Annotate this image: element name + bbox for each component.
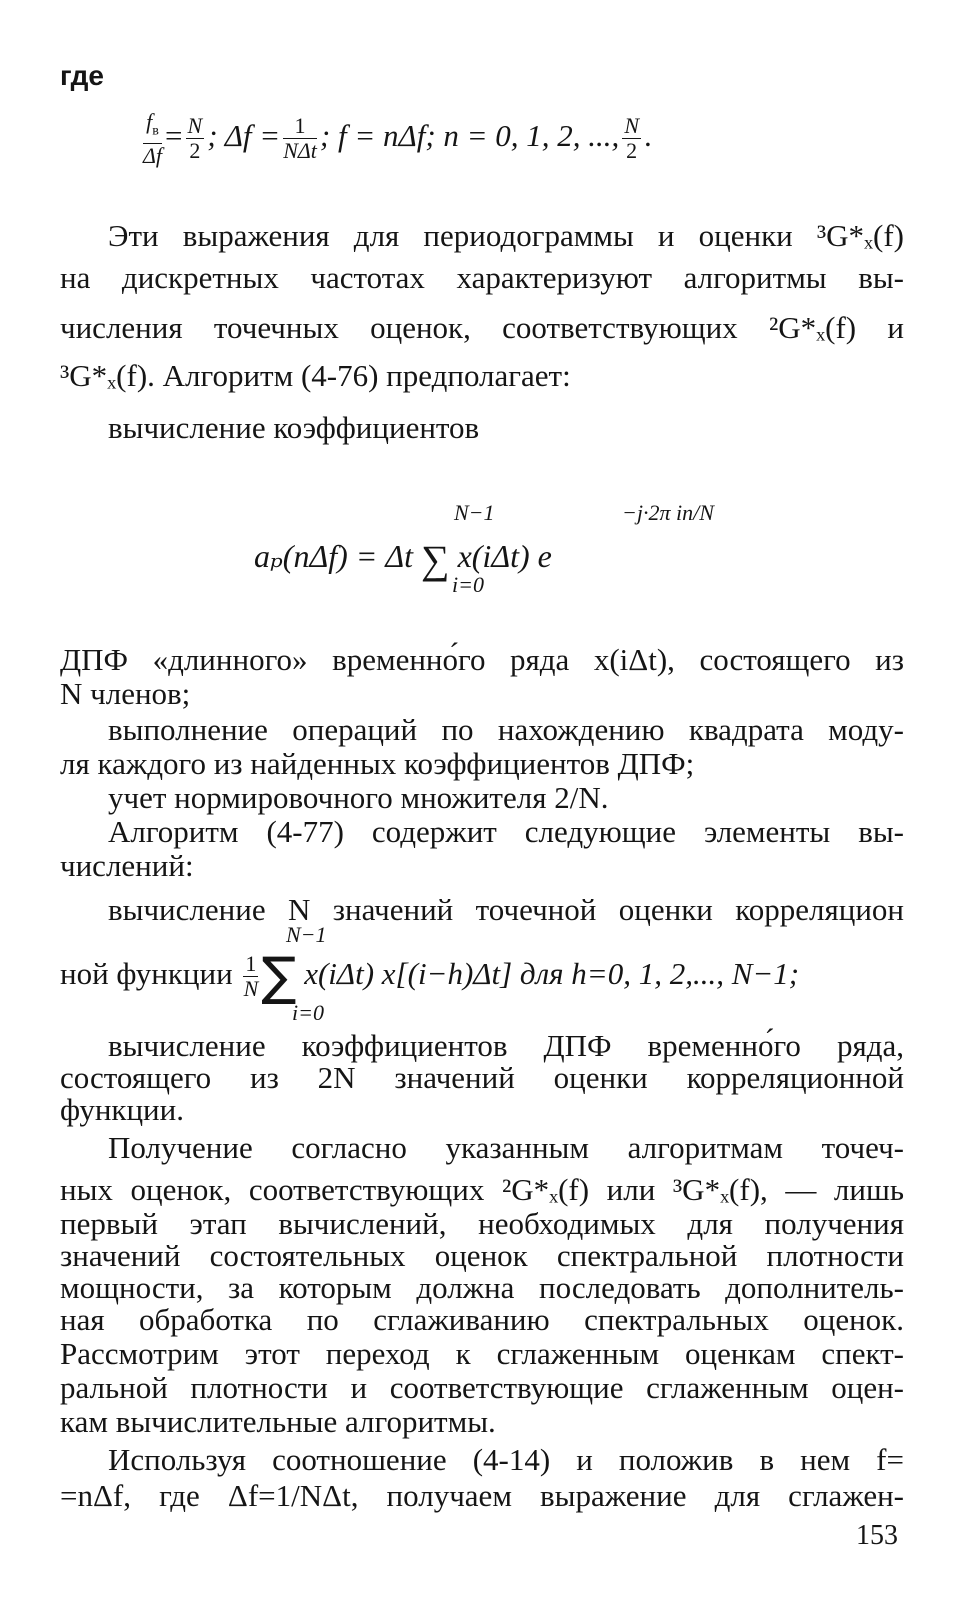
text-line: вычисление N значений точечной оценки корреляцион xyxy=(108,892,904,927)
corr-sum-upper-limit: N−1 xyxy=(286,922,327,947)
sum-upper-limit: N−1 xyxy=(454,500,495,525)
frac-b-den: 2 xyxy=(189,138,201,164)
formula-dft-coefficient xyxy=(254,500,754,610)
exponent: −j·2π in/N xyxy=(622,500,714,525)
formula-frequency-definitions xyxy=(140,104,860,168)
text-line: =nΔf, где Δf=1/NΔt, получаем выражение для сглажен- xyxy=(60,1478,904,1513)
fraction-n-over-2 xyxy=(186,114,205,163)
text-line: функции. xyxy=(60,1092,184,1127)
dft-body: x(iΔt) e xyxy=(457,538,552,574)
frac-a-num-sub: в xyxy=(152,123,159,139)
text-line: N членов; xyxy=(60,676,191,711)
frac-c-den: NΔt xyxy=(283,138,317,164)
text-line: кам вычислительные алгоритмы. xyxy=(60,1404,496,1439)
text-line: ных оценок, соответствующих ²G*ₓ(f) или ³G*ₓ(f), — лишь xyxy=(60,1172,904,1207)
frac-b-num: N xyxy=(187,113,203,139)
sum-sign: ∑ xyxy=(261,947,297,1007)
text-line: числений: xyxy=(60,848,194,883)
text-line: Рассмотрим этот переход к сглаженным оценкам спект- xyxy=(60,1336,904,1371)
eq1-end: . xyxy=(644,118,652,153)
text-line: Используя соотношение (4-14) и положив в нем f= xyxy=(108,1442,904,1477)
text-line: учет нормировочного множителя 2/N. xyxy=(108,780,609,815)
text-line: вычисление коэффициентов ДПФ временно́го ряда, xyxy=(108,1028,904,1063)
text-line: значений состоятельных оценок спектральной плотности xyxy=(60,1238,904,1273)
text-line: Алгоритм (4-77) содержит следующие элементы вы- xyxy=(108,814,904,849)
fraction-1-over-n xyxy=(243,952,258,1001)
text-line: ³G*ₓ(f). Алгоритм (4-76) предполагает: xyxy=(60,358,571,393)
corr-body: x(iΔt) x[(i−h)Δt] для h=0, 1, 2,..., N−1; xyxy=(304,956,800,991)
text-line: числения точечных оценок, соответствующих ²G*ₓ(f) и xyxy=(60,310,904,345)
text-line: ля каждого из найденных коэффициентов ДПФ; xyxy=(60,746,695,781)
text-line: первый этап вычислений, необходимых для получения xyxy=(60,1206,904,1241)
text-line: состоящего из 2N значений оценки корреляционной xyxy=(60,1060,904,1095)
text-line: Получение согласно указанным алгоритмам точеч- xyxy=(108,1130,904,1165)
corr-prefix: ной функции xyxy=(60,956,233,991)
fraction-fv-over-df xyxy=(143,110,162,168)
corr-frac-den: N xyxy=(243,976,259,1002)
word-gde: где xyxy=(60,60,104,91)
frac-d-num: N xyxy=(624,113,639,139)
text-line: ральной плотности и соответствующие сглаженным оцен- xyxy=(60,1370,904,1405)
frac-a-den: Δf xyxy=(143,143,163,169)
dft-expression xyxy=(254,536,552,580)
fraction-n-over-2-end xyxy=(622,114,641,163)
text-line: выполнение операций по нахождению квадрата моду- xyxy=(108,712,904,747)
fraction-1-over-ndt xyxy=(283,114,317,163)
sum-lower-limit: i=0 xyxy=(452,572,484,597)
dft-lhs: aₚ(nΔf) = Δt xyxy=(254,538,414,574)
frac-c-num: 1 xyxy=(283,114,317,139)
frac-d-den: 2 xyxy=(626,138,638,164)
text-line: мощности, за которым должна последовать дополнитель- xyxy=(60,1270,904,1305)
text-line: на дискретных частотах характеризуют алгоритмы вы- xyxy=(60,260,904,295)
text-line: ная обработка по сглаживанию спектральных оценок. xyxy=(60,1302,904,1337)
eq1-part2: ; Δf = xyxy=(207,118,281,153)
eq1-equals: = xyxy=(165,118,183,153)
frac-a-num: f xyxy=(146,108,153,134)
corr-sum-lower-limit: i=0 xyxy=(292,1000,324,1025)
sum-sign: ∑ xyxy=(421,537,450,582)
corr-frac-num: 1 xyxy=(245,951,257,977)
formula-correlation-function xyxy=(60,947,904,1007)
text-line: ДПФ «длинного» временно́го ряда x(iΔt), состоящего из xyxy=(60,642,904,677)
text-line: Эти выражения для периодограммы и оценки ³G*ₓ(f) xyxy=(108,218,904,253)
page-number: 153 xyxy=(856,1520,898,1551)
text-line: вычисление коэффициентов xyxy=(108,410,480,445)
eq1-part3: ; f = nΔf; n = 0, 1, 2, ..., xyxy=(319,118,620,153)
